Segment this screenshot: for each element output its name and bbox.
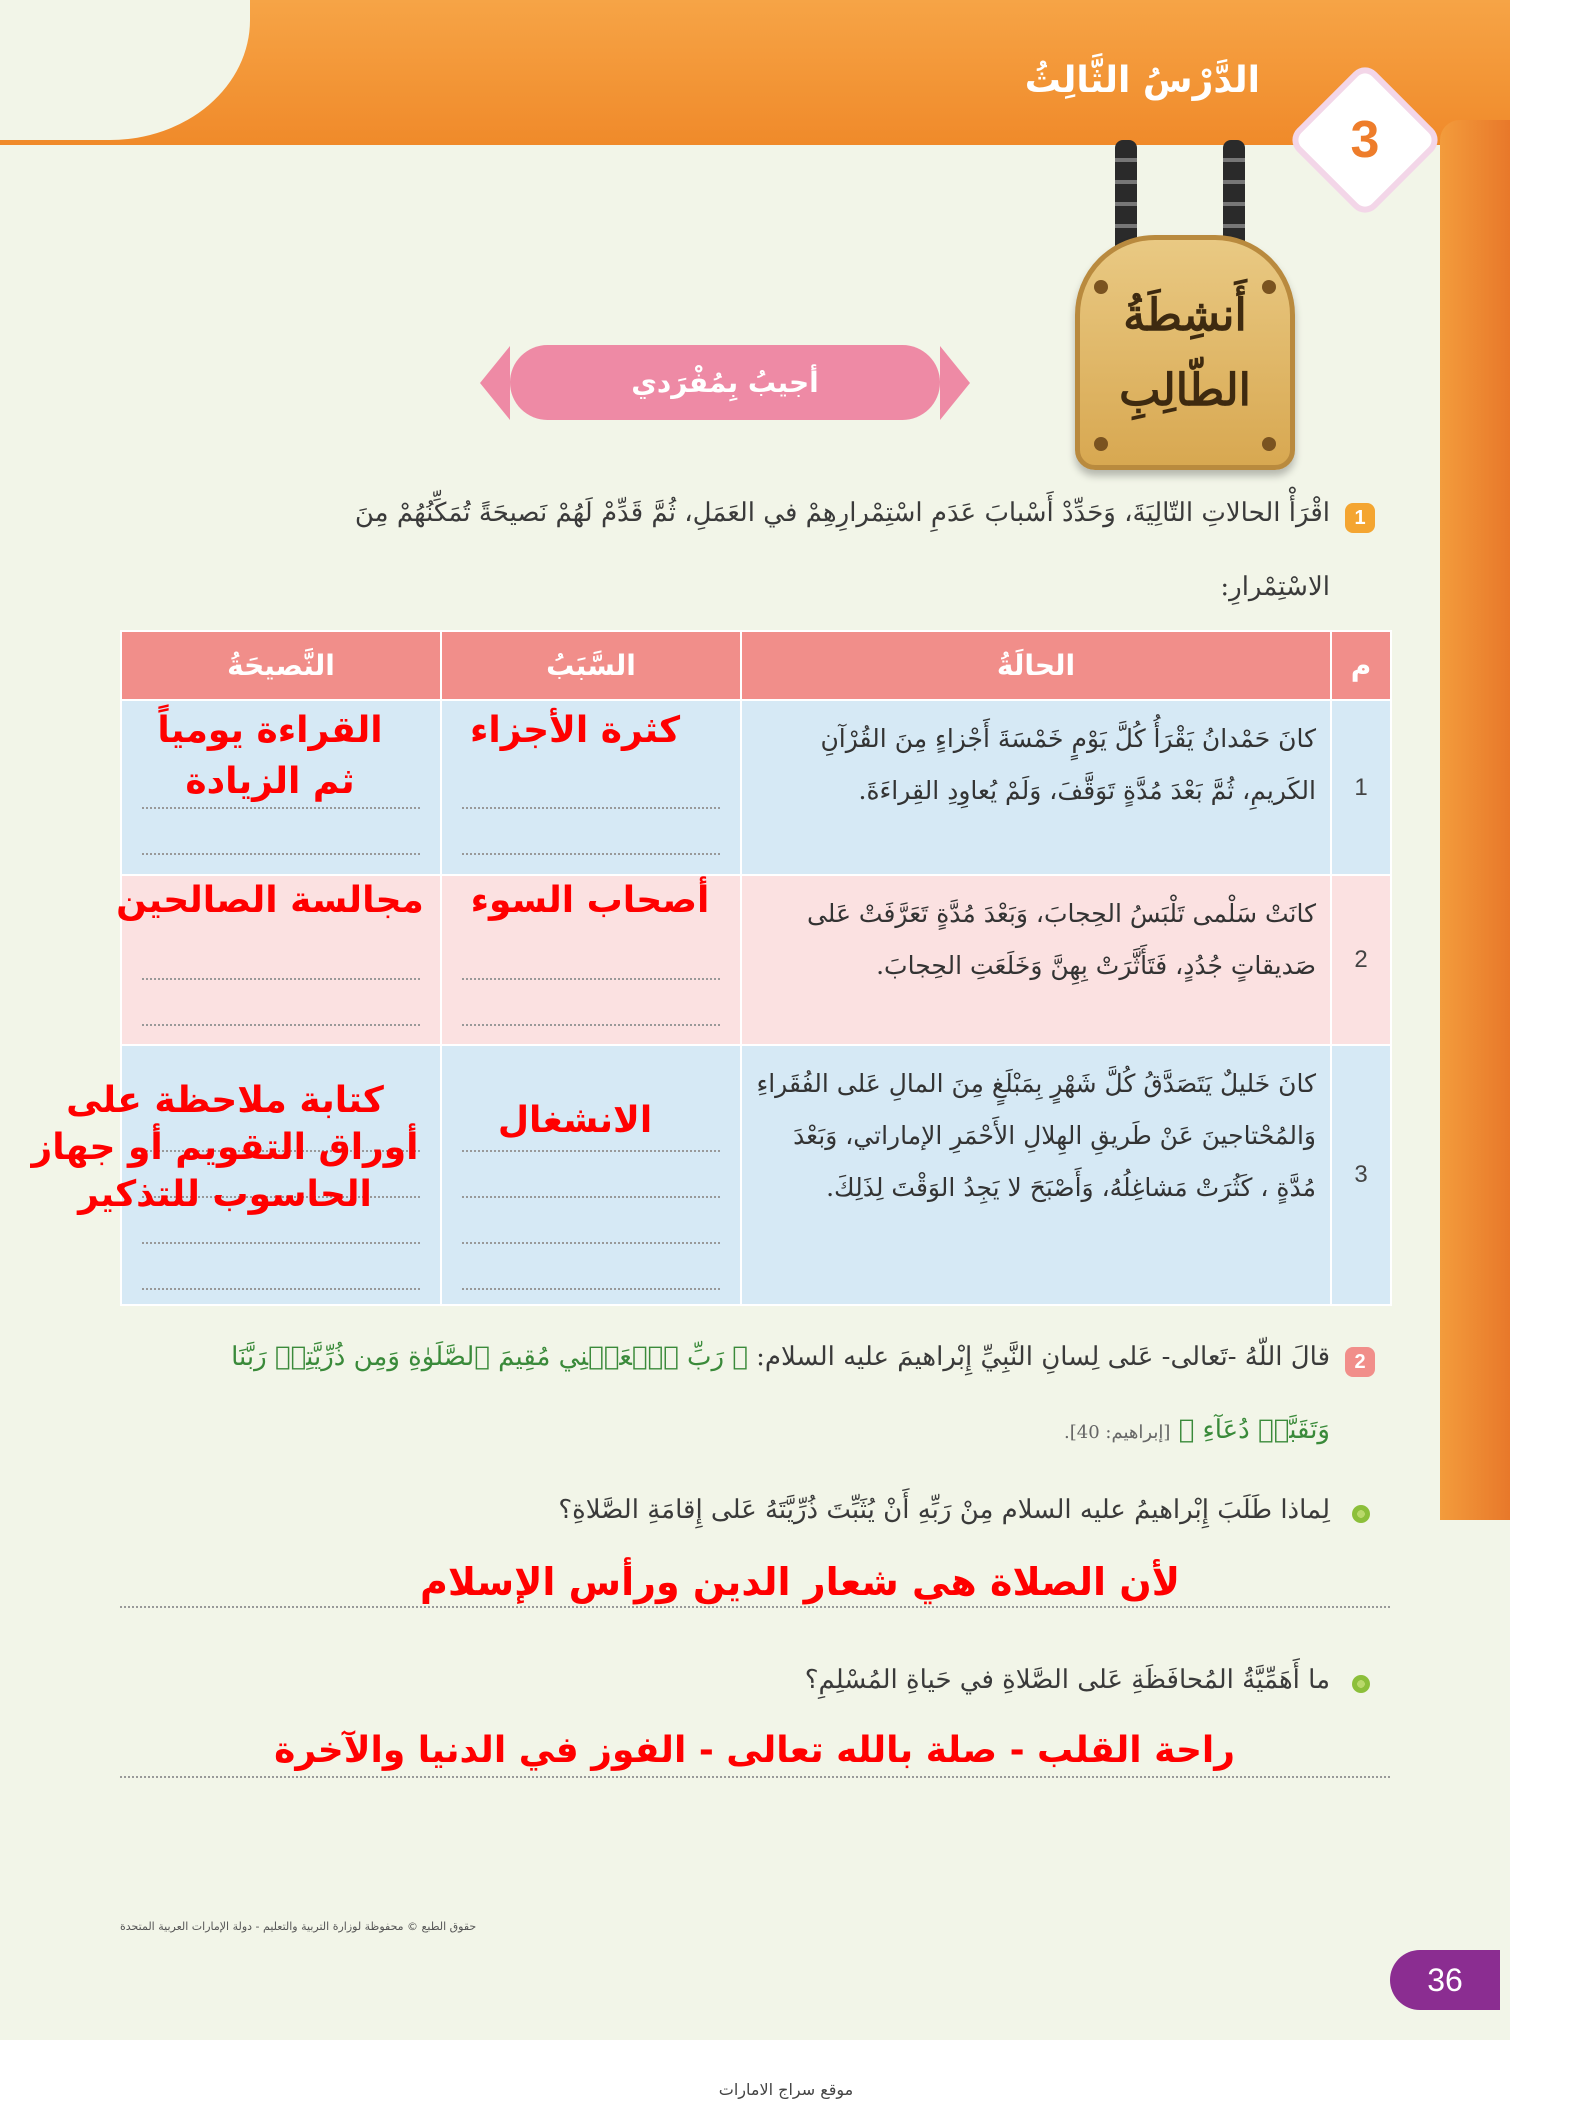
sub-answer-2: راحة القلب - صلة بالله تعالى - الفوز في الدنيا والآخرة	[274, 1730, 1235, 1771]
sign-line-1: أَنشِطَةُ	[1123, 290, 1247, 341]
page-number: 36	[1390, 1950, 1500, 2010]
answer-advice-3	[20, 1080, 430, 1215]
side-band	[1440, 120, 1510, 1520]
answer-text: مجالسة الصالحين	[116, 880, 424, 921]
header-advice: النَّصيحَةُ	[121, 631, 441, 700]
question-2-line-2	[1064, 1415, 1330, 1445]
row-case-text: كانَ حَمْدانُ يَقْرَأُ كُلَّ يَوْمٍ خَمْسَةَ أَجْزاءٍ مِنَ القُرْآنِ الكَريمِ، ثُمَّ بَعْدَ مُدَّةٍ تَوَقَّفَ، وَلَمْ يُعاوِدِ القِراءَةَ.	[741, 700, 1331, 875]
question-2-line-1	[80, 1342, 1330, 1372]
answer-advice-2	[105, 880, 435, 921]
question-1-text-line-1: اقْرَأْ الحالاتِ التّالِيَةَ، وَحَدِّدْ أَسْبابَ عَدَمِ اسْتِمْرارِهِمْ في العَمَلِ، ثُمَّ قَدِّمْ لَهُمْ نَصيحَةً تُمَكِّنُهُمْ مِنَ	[354, 498, 1330, 528]
lesson-title: الدَّرْسُ الثَّالِثُ	[1024, 60, 1260, 101]
table-header-row	[121, 631, 1391, 700]
student-activities-sign	[1060, 140, 1300, 470]
sub-question-1: لِماذا طَلَبَ إِبْراهيمُ عليه السلام مِنْ رَبِّهِ أَنْ يُثَبِّتَ ذُرِّيَّتَهُ عَلى إِقامَةِ الصَّلاةِ؟	[558, 1495, 1330, 1525]
row-case-text: كانَ خَليلٌ يَتَصَدَّقُ كُلَّ شَهْرٍ بِمَبْلَغٍ مِنَ المالِ عَلى الفُقَراءِ وَالمُحْتاجينَ عَنْ طَريقِ الهِلالِ الأَحْمَرِ الإماراتي، وَبَعْدَ مُدَّةٍ ، كَثُرَتْ مَشاغِلُهُ، وَأَصْبَحَ لا يَجِدُ الوَقْتَ لِذَلِكَ.	[741, 1045, 1331, 1305]
question-1-text-line-2: الاسْتِمْرارِ:	[1220, 572, 1330, 602]
copyright-notice: حقوق الطبع © محفوظة لوزارة التربية والتعليم - دولة الإمارات العربية المتحدة	[120, 1920, 477, 1933]
sub-answer-1: لأن الصلاة هي شعار الدين ورأس الإسلام	[420, 1560, 1180, 1604]
answer-advice-1	[120, 710, 420, 802]
sub-question-2: ما أَهَمِّيَّةُ المُحافَظَةِ عَلى الصَّلاةِ في حَياةِ المُسْلِمِ؟	[804, 1665, 1330, 1695]
lesson-number: 3	[1350, 111, 1380, 169]
header-case: الحالَةُ	[741, 631, 1331, 700]
answer-text: كثرة الأجزاء	[469, 710, 681, 751]
rivet-icon	[1262, 437, 1276, 451]
verse-reference: [إبراهيم: 40].	[1064, 1422, 1171, 1443]
header-reason: السَّبَبُ	[441, 631, 741, 700]
header-band	[0, 0, 1510, 145]
answer-line[interactable]	[120, 1605, 1390, 1608]
site-name: موقع سراج الامارات	[718, 2080, 854, 2099]
answer-reason-3	[425, 1100, 725, 1141]
answer-reason-2	[425, 880, 755, 921]
verse-line-2: وَتَقَبَّلۡ دُعَآءِ ﴾	[1178, 1415, 1330, 1445]
answer-text: الحاسوب للتذكير	[78, 1174, 372, 1215]
row-number: 2	[1331, 875, 1391, 1045]
bullet-icon	[1352, 1675, 1370, 1693]
question-2-number: 2	[1345, 1347, 1375, 1377]
reason-cell[interactable]	[441, 1045, 741, 1305]
answer-reason-1	[425, 710, 725, 751]
rivet-icon	[1094, 437, 1108, 451]
verse-line-1: ﴿ رَبِّ ٱجۡعَلۡنِي مُقِيمَ ٱلصَّلَوٰةِ وَمِن ذُرِّيَّتِيۚ رَبَّنَا	[231, 1342, 748, 1372]
sign-line-2: الطّالِبِ	[1119, 365, 1251, 416]
answer-text: القراءة يومياً	[157, 710, 383, 751]
row-case-text: كانَتْ سَلْمى تَلْبَسُ الحِجابَ، وَبَعْدَ مُدَّةٍ تَعَرَّفَتْ عَلى صَديقاتٍ جُدُدٍ، فَتَأَثَّرَتْ بِهِنَّ وَخَلَعَتِ الحِجابَ.	[741, 875, 1331, 1045]
answer-text: كتابة ملاحظة على	[66, 1080, 384, 1121]
header-num: م	[1331, 631, 1391, 700]
wooden-sign	[1075, 235, 1295, 470]
answer-text: أوراق التقويم أو جهاز	[31, 1127, 419, 1168]
question-1-number: 1	[1345, 503, 1375, 533]
activity-pill: أجيبُ بِمُفْرَدي	[510, 345, 940, 420]
bullet-icon	[1352, 1505, 1370, 1523]
row-number: 1	[1331, 700, 1391, 875]
answer-text: أصحاب السوء	[470, 880, 710, 921]
answer-line[interactable]	[120, 1775, 1390, 1778]
question-2-intro: قالَ اللّهُ -تَعالى- عَلى لِسانِ النَّبِيِّ إِبْراهيمَ عليه السلام:	[756, 1342, 1330, 1372]
answer-text: ثم الزيادة	[185, 761, 355, 802]
answer-text: الانشغال	[497, 1100, 653, 1141]
row-number: 3	[1331, 1045, 1391, 1305]
